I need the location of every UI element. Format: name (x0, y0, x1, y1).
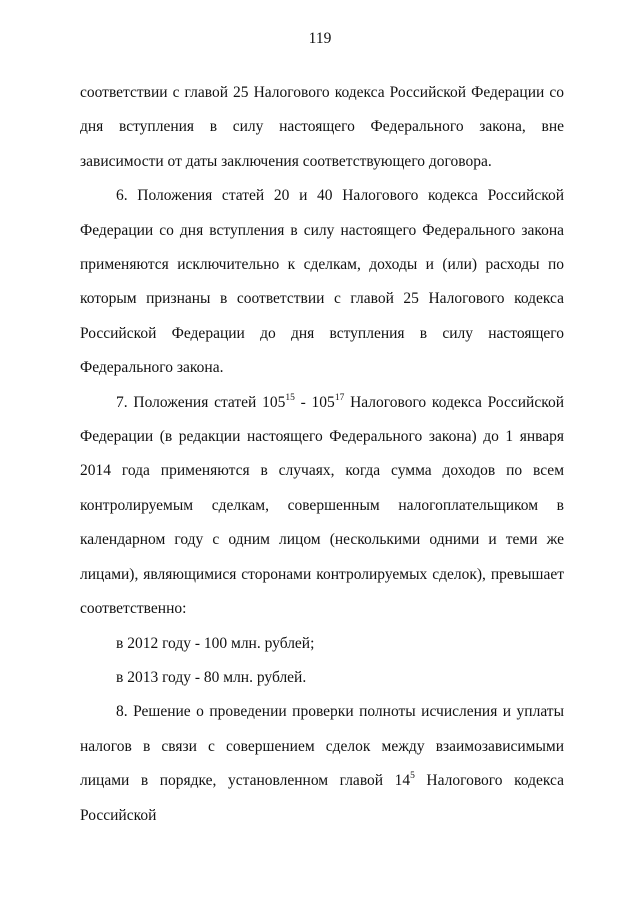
list-item-2013: в 2013 году - 80 млн. рублей. (116, 668, 307, 686)
list-item-2012: в 2012 году - 100 млн. рублей; (116, 634, 315, 652)
paragraph-7 (80, 386, 564, 627)
paragraph-continuation: соответствии с главой 25 Налогового кодекса Российской Федерации со дня вступления в силу настоящего Федерального закона, вне зависимости от даты заключения соответствующего договора. (80, 84, 564, 170)
paragraph-8-superscript: 5 (410, 770, 415, 781)
paragraph-7-text-2: - 105 (294, 393, 335, 411)
page-number: 119 (308, 30, 332, 47)
paragraph-7-superscript-1: 15 (285, 392, 295, 403)
document-body (80, 76, 564, 833)
paragraph-7-superscript-2: 17 (334, 392, 345, 403)
paragraph-8-text-2: Налогового кодекса Российской (80, 772, 564, 824)
paragraph-8 (80, 695, 564, 833)
paragraph-7-text-1: 7. Положения статей 105 (116, 393, 286, 411)
paragraph-6: 6. Положения статей 20 и 40 Налогового кодекса Российской Федерации со дня вступления в силу настоящего Федерального закона применяются исключительно к сделкам, доходы и (или) расходы по которым признаны в соответствии с главой 25 Налогового кодекса Российской Федерации до дня вступления в силу настоящего Федерального закона. (80, 187, 564, 377)
paragraph-8-text-1: 8. Решение о проведении проверки полноты исчисления и уплаты налогов в связи с совершением сделок между взаимозависимыми лицами в порядке, установленном главой 14 (80, 703, 564, 790)
paragraph-7-text-3: Налогового кодекса Российской Федерации (в редакции настоящего Федерального закона) до 1 января 2014 года применяются в случаях, когда сумма доходов по всем контролируемым сделкам, совершенным налогоплательщиком в календарном году с одним лицом (несколькими одними и теми же лицами), являющимися сторонами контролируемых сделок), превышает соответственно: (80, 393, 564, 618)
